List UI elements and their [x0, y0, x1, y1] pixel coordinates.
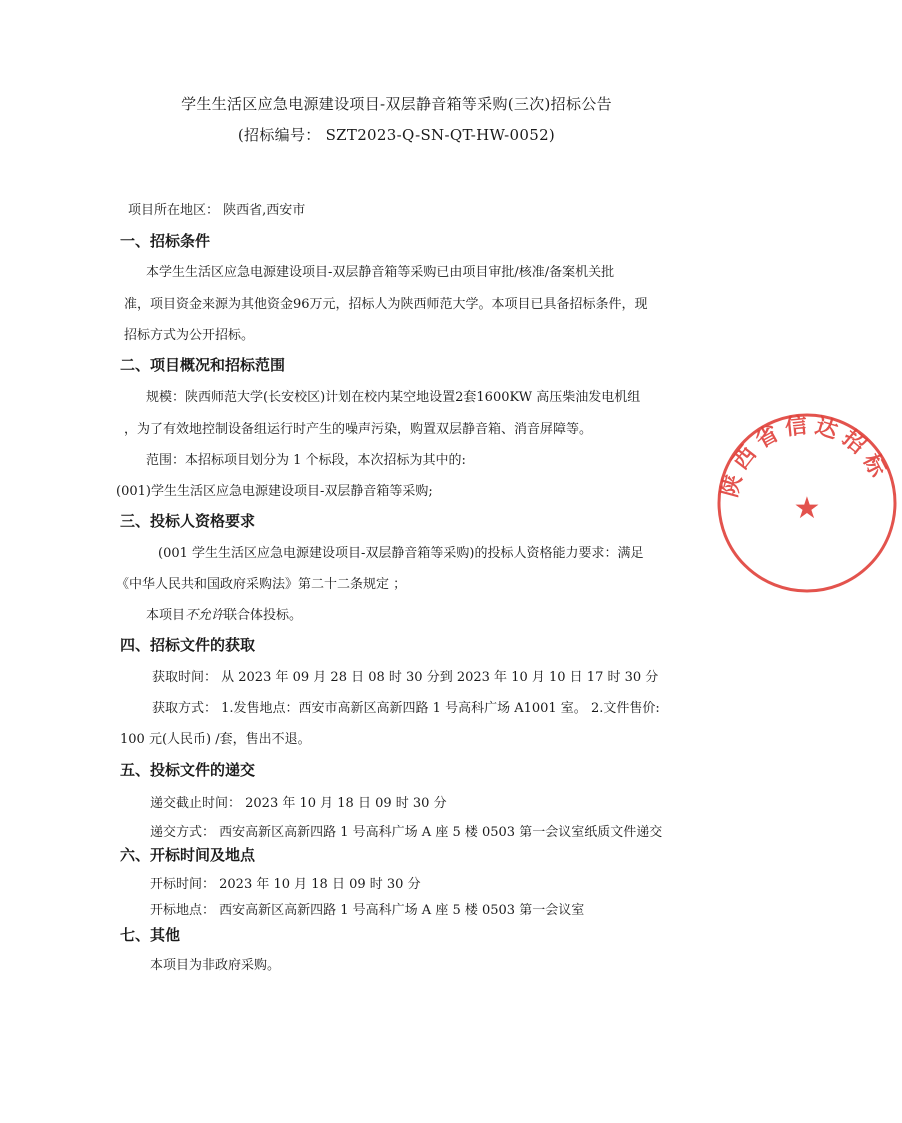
- paragraph: 开标时间： 2023 年 10 月 18 日 09 时 30 分: [150, 877, 421, 892]
- section-heading-7: 七、其他: [120, 926, 181, 944]
- section-heading-4: 四、招标文件的获取: [120, 636, 256, 654]
- paragraph: 递交截止时间： 2023 年 10 月 18 日 09 时 30 分: [150, 796, 447, 811]
- paragraph: 递交方式： 西安高新区高新四路 1 号高科广场 A 座 5 楼 0503 第一会议室纸质文件递交: [150, 825, 663, 840]
- section-heading-2: 二、项目概况和招标范围: [120, 356, 286, 374]
- paragraph: 获取方式： 1.发售地点：西安市高新区高新四路 1 号高科广场 A1001 室。 2.文件售价:: [152, 701, 660, 716]
- paragraph: 《中华人民共和国政府采购法》第二十二条规定 ；: [116, 577, 407, 592]
- paragraph: 100 元(人民币) /套，售出不退。: [120, 732, 311, 747]
- section-heading-1: 一、招标条件: [120, 232, 211, 250]
- paragraph: 获取时间： 从 2023 年 09 月 28 日 08 时 30 分到 2023 年 10 月 10 日 17 时 30 分: [152, 670, 659, 685]
- paragraph: ，为了有效地控制设备组运行时产生的噪声污染，购置双层静音箱、消音屏障等。: [124, 422, 593, 437]
- paragraph: 范围：本招标项目划分为 1 个标段，本次招标为其中的:: [146, 453, 466, 468]
- paragraph: (001 学生生活区应急电源建设项目-双层静音箱等采购)的投标人资格能力要求：满足: [158, 546, 644, 561]
- section-heading-5: 五、投标文件的递交: [120, 761, 256, 779]
- paragraph: 招标方式为公开招标。: [124, 328, 255, 343]
- paragraph: 本项目为非政府采购。: [150, 958, 281, 973]
- seal-text: 陕西省信达招标: [717, 413, 893, 500]
- section-heading-3: 三、投标人资格要求: [120, 512, 256, 530]
- document-title: 学生生活区应急电源建设项目-双层静音箱等采购(三次)招标公告: [181, 95, 612, 113]
- text-run: 本项目: [146, 608, 186, 623]
- paragraph: 本学生生活区应急电源建设项目-双层静音箱等采购已由项目审批/核准/备案机关批: [146, 265, 615, 280]
- text-run: 联合体投标。: [224, 608, 303, 623]
- emphasis-text: 不允许: [185, 608, 225, 623]
- svg-text:陕西省信达招标: [716, 412, 893, 500]
- paragraph: 开标地点： 西安高新区高新四路 1 号高科广场 A 座 5 楼 0503 第一会议室: [150, 903, 585, 918]
- paragraph: 规模：陕西师范大学(长安校区)计划在校内某空地设置2套1600KW 高压柴油发电机组: [146, 390, 641, 405]
- bid-number: (招标编号： SZT2023-Q-SN-QT-HW-0052): [237, 126, 556, 144]
- paragraph: [146, 608, 302, 624]
- paragraph: 准，项目资金来源为其他资金96万元，招标人为陕西师范大学。本项目已具备招标条件，现: [124, 297, 648, 312]
- paragraph: (001)学生生活区应急电源建设项目-双层静音箱等采购;: [116, 484, 433, 499]
- project-region: 项目所在地区： 陕西省,西安市: [128, 203, 306, 218]
- section-heading-6: 六、开标时间及地点: [120, 846, 256, 864]
- svg-text:★: ★: [793, 491, 821, 526]
- official-seal-stamp: [712, 408, 902, 598]
